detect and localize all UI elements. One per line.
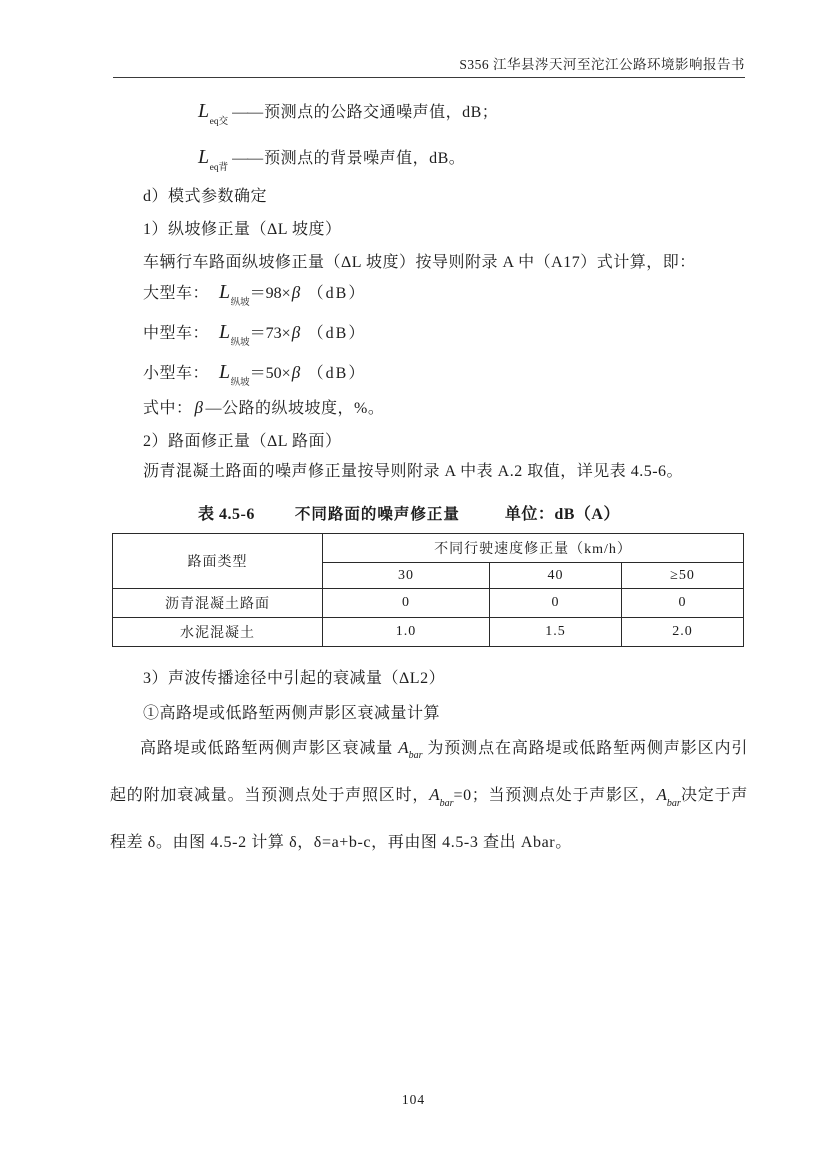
times-sign: × [281, 365, 291, 382]
report-header-title: S356 江华县涔天河至沱江公路环境影响报告书 [459, 57, 745, 72]
definition-text: 预测点的公路交通噪声值，dB； [264, 104, 499, 121]
symbol-l-slope: $L_{纵坡}$ [219, 361, 250, 388]
formula-small-vehicle [143, 361, 366, 392]
equals-sign: ＝ [249, 365, 266, 382]
formula-where-clause [143, 397, 384, 420]
para-text: 高路堤或低路堑两侧声影区衰减量 [140, 740, 399, 757]
equals-sign: ＝ [249, 285, 266, 302]
table-title: 不同路面的噪声修正量 [294, 506, 460, 523]
table-header-speed-span: 不同行驶速度修正量（km/h） [323, 534, 744, 563]
table-header-row [113, 534, 744, 563]
value-cell: 0 [622, 589, 744, 618]
heading-2-pavement-correction: 2）路面修正量（ΔL 路面） [143, 433, 342, 450]
times-sign: × [281, 285, 291, 302]
text-slope-calc-intro: 车辆行车路面纵坡修正量（ΔL 坡度）按导则附录 A 中（A17）式计算，即： [143, 254, 696, 271]
formula-unit: （dB） [307, 365, 367, 382]
symbol-leq-background: $L_{eq背}$ [198, 146, 229, 173]
pavement-type-cell: 水泥混凝土 [113, 618, 323, 647]
noise-correction-table [112, 533, 744, 647]
where-text: —公路的纵坡坡度，%。 [205, 400, 385, 417]
para-text: 决定于声程差 δ。由图 4.5-2 计算 δ，δ=a+b-c，再由图 4.5-3 查出 Abar。 [110, 787, 748, 851]
value-cell: 1.0 [323, 618, 490, 647]
value-cell: 0 [323, 589, 490, 618]
table-header-pavement-type: 路面类型 [113, 534, 323, 589]
speed-col-30: 30 [323, 563, 490, 589]
definition-dash: —— [232, 150, 263, 167]
speed-col-40: 40 [490, 563, 622, 589]
value-cell: 2.0 [622, 618, 744, 647]
footer-page-number: 104 [401, 1092, 426, 1107]
formula-unit: （dB） [307, 325, 367, 342]
header-divider [113, 77, 745, 78]
beta-symbol: β [194, 398, 204, 417]
heading-circle1-shadow-zone: ①高路堤或低路堑两侧声影区衰减量计算 [143, 705, 441, 722]
symbol-leq-traffic: $L_{eq交}$ [198, 100, 229, 127]
value-cell: 0 [490, 589, 622, 618]
table-row-cement [113, 618, 744, 647]
formula-large-vehicle [143, 281, 366, 312]
where-prefix: 式中： [143, 400, 193, 417]
definition-line-leq-traffic [198, 100, 498, 131]
formula-coefficient: 73 [265, 325, 282, 342]
pavement-type-cell: 沥青混凝土路面 [113, 589, 323, 618]
heading-d-model-parameters: d）模式参数确定 [143, 188, 268, 205]
para-text: 为预测点在高路堤或低路堑两侧声影区内引起的附加衰减量。当预测点处于声照区时， [110, 740, 748, 805]
table-number: 表 4.5-6 [198, 506, 255, 523]
beta-symbol: β [291, 283, 301, 302]
table-unit: 单位：dB（A） [504, 506, 620, 523]
definition-text: 预测点的背景噪声值，dB。 [264, 150, 466, 167]
text-asphalt-correction: 沥青混凝土路面的噪声修正量按导则附录 A 中表 A.2 取值，详见表 4.5-6。 [143, 463, 684, 480]
table-row-asphalt [113, 589, 744, 618]
heading-1-slope-correction: 1）纵坡修正量（ΔL 坡度） [143, 221, 342, 238]
heading-3-propagation-attenuation: 3）声波传播途径中引起的衰减量（ΔL2） [143, 670, 446, 687]
beta-symbol: β [291, 363, 301, 382]
table-caption [198, 501, 620, 524]
definition-line-leq-background [198, 146, 465, 177]
symbol-l-slope: $L_{纵坡}$ [219, 321, 250, 348]
equals-sign: ＝ [249, 325, 266, 342]
formula-unit: （dB） [307, 285, 367, 302]
formula-coefficient: 50 [265, 365, 282, 382]
times-sign: × [281, 325, 291, 342]
formula-vehicle-label: 中型车： [143, 325, 210, 342]
formula-vehicle-label: 小型车： [143, 365, 210, 382]
formula-coefficient: 98 [265, 285, 282, 302]
formula-vehicle-label: 大型车： [143, 285, 210, 302]
symbol-abar: $A_{bar}$ [656, 785, 681, 809]
beta-symbol: β [291, 323, 301, 342]
symbol-abar: $A_{bar}$ [429, 785, 454, 809]
definition-dash: —— [232, 104, 263, 121]
formula-medium-vehicle [143, 321, 366, 352]
value-cell: 1.5 [490, 618, 622, 647]
speed-col-50plus: ≥50 [622, 563, 744, 589]
symbol-abar: $A_{bar}$ [398, 738, 423, 762]
para-text: =0；当预测点处于声影区， [453, 787, 657, 805]
paragraph-abar-explanation [110, 728, 748, 863]
symbol-l-slope: $L_{纵坡}$ [219, 281, 250, 308]
